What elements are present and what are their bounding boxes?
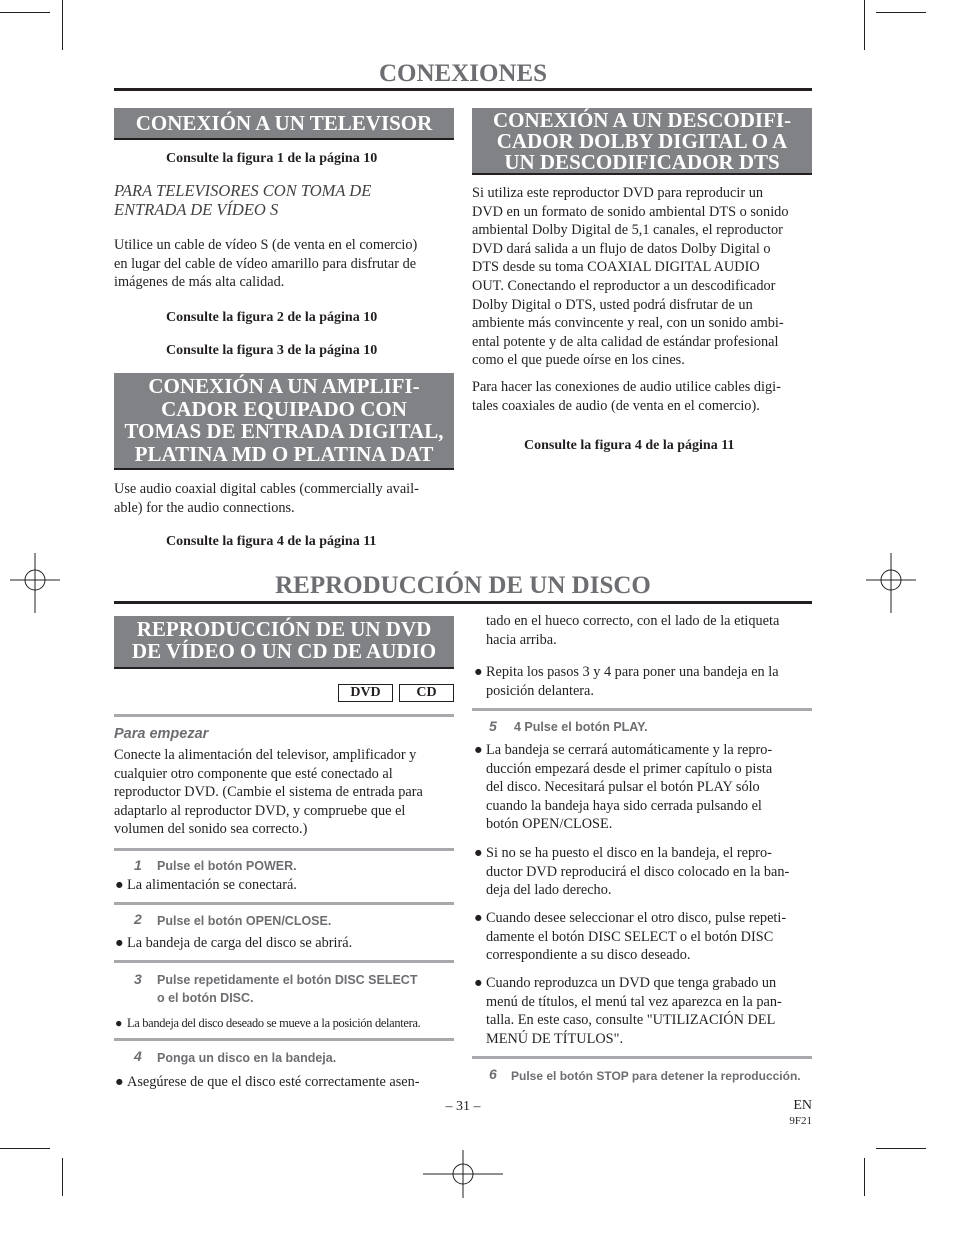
section-title-reproduccion: REPRODUCCIÓN DE UN DISCO <box>275 572 651 599</box>
step-4-text: Ponga un disco en la bandeja. <box>157 1051 337 1065</box>
step-1-bullet: ● La alimentación se conectará. <box>115 877 297 893</box>
divider-para-empezar <box>114 714 454 717</box>
step-5-bullet-1: ● La bandeja se cerrará automáticamente y la repro- ducción empezará desde el primer capítulo o pista del disco. Necesitará pulsar el botón PLAY sólo cuando la bandeja haya sido cerrada pulsando el botón OPEN/CLOSE. <box>474 742 773 833</box>
heading-conexion-descodificador: CONEXIÓN A UN DESCODIFI- CADOR DOLBY DIGITAL O A UN DESCODIFICADOR DTS <box>472 108 812 175</box>
ref-figura-1: Consulte la figura 1 de la página 10 <box>166 151 378 166</box>
bullet-dot: ● <box>115 935 124 951</box>
paragraph-amplificador: Use audio coaxial digital cables (commercially avail- able) for the audio connections. <box>114 481 419 516</box>
subheading-toma-video-s: PARA TELEVISORES CON TOMA DE ENTRADA DE VÍDEO S <box>114 181 372 219</box>
bullet-dot: ● <box>474 975 483 991</box>
section-title-conexiones: CONEXIONES <box>378 60 548 87</box>
bullet-dot: ● <box>115 1074 124 1090</box>
step-4-number: 4 <box>134 1048 142 1064</box>
crop-mark-bottom-right-h <box>876 1148 926 1149</box>
paragraph-cables-coaxiales: Para hacer las conexiones de audio utilice cables digi- tales coaxiales de audio (de venta en el comercio). <box>472 379 781 414</box>
step-3-bullet: ● La bandeja del disco deseado se mueve a la posición delantera. <box>127 1014 467 1033</box>
step-3-text: Pulse repetidamente el botón DISC SELECT o el botón DISC. <box>157 973 418 1005</box>
step-5-number: 5 <box>489 718 497 734</box>
bullet-dot: ● <box>474 845 483 861</box>
step-4-bullet-start: ● Asegúrese de que el disco esté correctamente asen- <box>115 1074 420 1090</box>
heading-reproduccion-dvd-cd: REPRODUCCIÓN DE UN DVD DE VÍDEO O UN CD DE AUDIO <box>114 616 454 669</box>
step-1-number: 1 <box>134 857 142 873</box>
step-5-bullet-3: ● Cuando desee seleccionar el otro disco, pulse repeti- damente el botón DISC SELECT o el botón DISC correspondiente a su disco deseado. <box>474 910 787 964</box>
para-empezar-heading: Para empezar <box>114 726 209 742</box>
paragraph-intro: Conecte la alimentación del televisor, amplificador y cualquier otro componente que esté conectado al reproductor DVD. (Cambie el sistema de entrada para adaptarlo al reproductor DVD, y compruebe que el volumen del sonido sea correcto.) <box>114 747 423 838</box>
step-2-number: 2 <box>134 911 142 927</box>
ref-figura-3: Consulte la figura 3 de la página 10 <box>166 343 378 358</box>
step-1-bar <box>114 848 454 851</box>
step-4-bullet-2: ● Repita los pasos 3 y 4 para poner una bandeja en la posición delantera. <box>474 664 779 699</box>
step-5-bullet-4: ● Cuando reproduzca un DVD que tenga grabado un menú de títulos, el menú tal vez aparezca en la pan- talla. En este caso, consulte "UTILIZACIÓN DEL MENÚ DE TÍTULOS". <box>474 975 782 1047</box>
bullet-dot: ● <box>474 910 483 926</box>
step-5-text: 4 Pulse el botón PLAY. <box>514 720 648 734</box>
step-5-bullet-2: ● Si no se ha puesto el disco en la bandeja, el repro- ductor DVD reproducirá el disco colocado en la ban- deja del lado derecho. <box>474 845 790 899</box>
crop-mark-top-left-v <box>62 0 63 50</box>
paragraph-descodificador: Si utiliza este reproductor DVD para reproducir un DVD en un formato de sonido ambiental DTS o sonido ambiental Dolby Digital de 5,1 canales, el reproductor DVD dará salida a un flujo de datos Dolby Digital o DTS desde su toma COAXIAL DIGITAL AUDIO OUT. Conectando el reproductor a un descodificador Dolby Digital o DTS, usted podrá disfrutar de un ambiente más convincente y real, con un sonido ambi- ental potente y de alta calidad de estándar profesional como el que puede oírse en los cines. <box>472 185 789 369</box>
heading-conexion-televisor: CONEXIÓN A UN TELEVISOR <box>114 108 454 140</box>
crop-mark-top-right-h <box>876 12 926 13</box>
section-rule-conexiones <box>114 88 812 91</box>
badge-cd: CD <box>399 684 454 702</box>
bullet-dot: ● <box>115 877 124 893</box>
heading-conexion-amplificador: CONEXIÓN A UN AMPLIFI- CADOR EQUIPADO CON TOMAS DE ENTRADA DIGITAL, PLATINA MD O PLATINA DAT <box>114 373 454 470</box>
crop-mark-bottom-left-h <box>0 1148 50 1149</box>
badge-dvd: DVD <box>338 684 393 702</box>
paragraph-video-s: Utilice un cable de vídeo S (de venta en el comercio) en lugar del cable de vídeo amarillo para disfrutar de imágenes de más alta calidad. <box>114 237 418 291</box>
registration-mark-bottom <box>423 1150 503 1198</box>
step-2-bullet: ● La bandeja de carga del disco se abrirá. <box>115 935 353 951</box>
crop-mark-top-right-v <box>864 0 865 50</box>
bullet-dot: ● <box>115 1016 123 1030</box>
step-2-bar <box>114 902 454 905</box>
section-rule-reproduccion <box>114 601 812 604</box>
step-4-bar <box>114 1038 454 1041</box>
ref-figura-4-right: Consulte la figura 4 de la página 11 <box>524 438 735 453</box>
step-1-text: Pulse el botón POWER. <box>157 859 297 873</box>
bullet-dot: ● <box>474 664 483 680</box>
step-2-text: Pulse el botón OPEN/CLOSE. <box>157 914 332 928</box>
step-3-bar <box>114 960 454 963</box>
step-6-text: Pulse el botón STOP para detener la reproducción. <box>511 1069 801 1083</box>
document-code: 9F21 <box>789 1115 812 1127</box>
bullet-dot: ● <box>474 742 483 758</box>
crop-mark-bottom-left-v <box>62 1158 63 1196</box>
step-4-bullet-continuation: tado en el hueco correcto, con el lado de la etiqueta hacia arriba. <box>486 613 780 648</box>
registration-mark-right <box>866 553 916 613</box>
registration-mark-left <box>10 553 60 613</box>
step-6-bar <box>472 1056 812 1059</box>
step-5-bar <box>472 708 812 711</box>
crop-mark-bottom-right-v <box>864 1158 865 1196</box>
ref-figura-4-left: Consulte la figura 4 de la página 11 <box>166 534 377 549</box>
step-3-number: 3 <box>134 971 142 987</box>
crop-mark-top-left-h <box>0 12 50 13</box>
ref-figura-2: Consulte la figura 2 de la página 10 <box>166 310 378 325</box>
page-number: – 31 – <box>445 1099 481 1114</box>
language-code: EN <box>793 1098 812 1113</box>
step-6-number: 6 <box>489 1066 497 1082</box>
